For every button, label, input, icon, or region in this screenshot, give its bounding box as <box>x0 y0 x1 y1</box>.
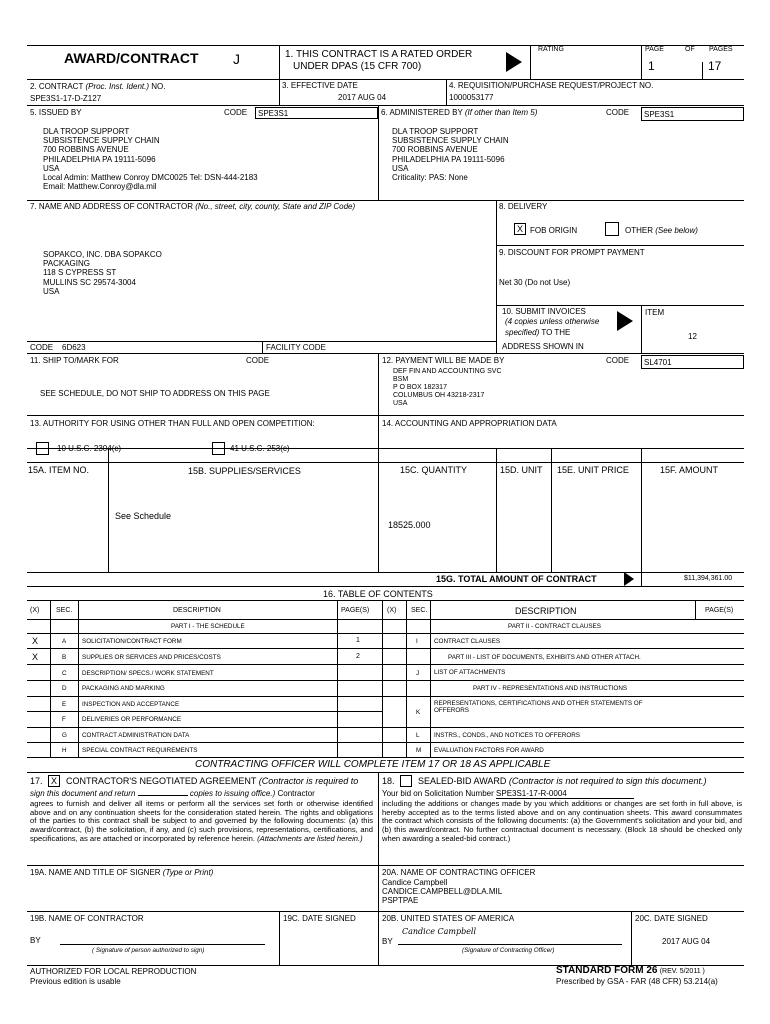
ship-to-value: SEE SCHEDULE, DO NOT SHIP TO ADDRESS ON THIS PAGE <box>40 389 270 398</box>
discount-value: Net 30 (Do not Use) <box>499 278 571 287</box>
authority-41usc-label: 41 U.S.C. 253(c) <box>230 444 290 453</box>
contractor-name-label: 19B. NAME OF CONTRACTOR <box>30 914 144 923</box>
rated-order-line2: UNDER DPAS (15 CFR 700) <box>293 61 422 72</box>
toc-row-desc: LIST OF ATTACHMENTS <box>434 669 506 676</box>
co-by-label: BY <box>382 937 393 946</box>
toc-row-sec: C <box>62 670 67 677</box>
col-unit-price: 15E. UNIT PRICE <box>557 465 629 475</box>
toc-row-desc: INSTRS., CONDS., AND NOTICES TO OFFERORS <box>434 732 581 739</box>
arrow-icon <box>617 311 633 331</box>
toc-part2: PART II - CONTRACT CLAUSES <box>508 623 601 630</box>
toc-row-desc: SPECIAL CONTRACT REQUIREMENTS <box>82 747 198 754</box>
toc-row-sec: E <box>62 701 67 708</box>
block18-num: 18. <box>382 776 395 786</box>
payment-address: DEF FIN AND ACCOUNTING SVC BSM P O BOX 182317 COLUMBUS OH 43218-2317 USA <box>393 368 502 408</box>
block17-line2: sign this document and return copies to issuing office.) Contractor <box>30 789 315 798</box>
toc-row-desc: SUPPLIES OR SERVICES AND PRICES/COSTS <box>82 654 221 661</box>
contractor-signature-caption: ( Signature of person authorized to sign) <box>92 947 205 954</box>
other-label: OTHER (See below) <box>625 226 698 235</box>
contract-no-value: SPE3S1-17-D-Z127 <box>30 94 102 103</box>
effective-date-label: 3. EFFECTIVE DATE <box>282 81 358 90</box>
block18-line2: Your bid on Solicitation Number SPE3S1-17-R-0004 <box>382 789 634 799</box>
toc-row-desc: SOLICITATION/CONTRACT FORM <box>82 638 182 645</box>
contracting-officer-banner: CONTRACTING OFFICER WILL COMPLETE ITEM 17 OR 18 AS APPLICABLE <box>195 759 551 770</box>
contractor-signature-line[interactable] <box>60 944 265 945</box>
contracting-officer-value: Candice Campbell CANDICE.CAMPBELL@DLA.MIL PSPTPAE <box>382 878 503 906</box>
co-signature-caption: (Signature of Contracting Officer) <box>462 947 555 954</box>
footer-authorized: AUTHORIZED FOR LOCAL REPRODUCTION <box>30 967 197 976</box>
invoice-item-label: ITEM <box>645 308 665 317</box>
arrow-icon <box>624 572 634 586</box>
payment-label: 12. PAYMENT WILL BE MADE BY <box>382 356 505 365</box>
col-supplies: 15B. SUPPLIES/SERVICES <box>188 466 301 476</box>
col-amount: 15F. AMOUNT <box>660 465 719 475</box>
administered-by-address: DLA TROOP SUPPORT SUBSISTENCE SUPPLY CHAIN 700 ROBBINS AVENUE PHILADELPHIA PA 19111-5096 USA Criticality: PAS: None <box>392 127 509 182</box>
ship-to-code-label: CODE <box>246 356 270 365</box>
block17-title: CONTRACTOR'S NEGOTIATED AGREEMENT (Contractor is required to <box>66 776 359 786</box>
other-checkbox[interactable] <box>605 222 619 236</box>
toc-h-x-right: (X) <box>387 607 397 614</box>
toc-part3: PART III - LIST OF DOCUMENTS, EXHIBITS AND OTHER ATTACH. <box>448 654 641 661</box>
toc-h-pages: PAGE(S) <box>341 607 370 614</box>
contractor-code: 6D623 <box>62 343 86 352</box>
contractor-date-label: 19C. DATE SIGNED <box>283 914 356 923</box>
toc-row-x: X <box>32 652 39 662</box>
ship-to-label: 11. SHIP TO/MARK FOR <box>30 356 119 365</box>
co-signature-line <box>398 944 622 945</box>
contractor-by-label: BY <box>30 936 41 945</box>
requisition-value: 1000053177 <box>449 93 494 102</box>
contractor-address: SOPAKCO, INC. DBA SOPAKCO PACKAGING 118 S CYPRESS ST MULLINS SC 29574-3004 USA <box>43 250 162 296</box>
negotiated-agreement-checkbox[interactable]: X <box>48 775 60 787</box>
total-pages: 17 <box>708 59 722 73</box>
toc-row-sec: B <box>62 654 67 661</box>
authority-41usc-checkbox[interactable] <box>212 442 225 455</box>
toc-row-sec: D <box>62 685 67 692</box>
co-signature: Candice Campbell <box>402 927 477 936</box>
rated-order-line1: 1. THIS CONTRACT IS A RATED ORDER <box>285 49 473 60</box>
toc-row-sec: A <box>62 638 67 645</box>
sealed-bid-checkbox[interactable] <box>400 775 412 787</box>
facility-code-label: FACILITY CODE <box>266 343 326 352</box>
toc-part4: PART IV - REPRESENTATIONS AND INSTRUCTIONS <box>473 685 628 692</box>
block17-num: 17. <box>30 776 43 786</box>
signer-name-label: 19A. NAME AND TITLE OF SIGNER (Type or Print) <box>30 868 214 877</box>
page-number: 1 <box>648 59 655 73</box>
submit-invoices-line3: specified) TO THE <box>505 328 571 337</box>
toc-row-desc: PACKAGING AND MARKING <box>82 685 165 692</box>
contracting-officer-label: 20A. NAME OF CONTRACTING OFFICER <box>382 868 536 877</box>
submit-invoices-line1: 10. SUBMIT INVOICES <box>502 307 586 316</box>
toc-h-x: (X) <box>30 607 40 614</box>
footer-prescribed: Prescribed by GSA - FAR (48 CFR) 53.214(a) <box>556 977 718 986</box>
toc-h-pages-right: PAGE(S) <box>705 607 734 614</box>
footer-form-id: STANDARD FORM 26 (REV. 5/2011 ) <box>556 965 705 976</box>
toc-row-sec: M <box>416 747 422 754</box>
total-label: 15G. TOTAL AMOUNT OF CONTRACT <box>436 574 597 584</box>
toc-row-x: X <box>32 636 39 646</box>
toc-h-desc: DESCRIPTION <box>173 607 221 614</box>
contractor-code-label: CODE <box>30 343 54 352</box>
administered-by-code: SPE3S1 <box>644 110 675 119</box>
col-unit: 15D. UNIT <box>500 465 543 475</box>
invoice-item-value: 12 <box>688 332 697 341</box>
contractor-label: 7. NAME AND ADDRESS OF CONTRACTOR (No., street, city, county, State and ZIP Code) <box>30 202 356 211</box>
toc-row-desc: CONTRACT CLAUSES <box>434 638 501 645</box>
pages-label: PAGES <box>709 46 733 53</box>
delivery-label: 8. DELIVERY <box>499 202 548 211</box>
supplies-value: See Schedule <box>115 511 172 521</box>
col-quantity: 15C. QUANTITY <box>400 465 468 475</box>
toc-row-sec: F <box>62 716 66 723</box>
form-title: AWARD/CONTRACT <box>64 50 199 66</box>
toc-h-desc-right: DESCRIPTION <box>515 606 577 616</box>
accounting-label: 14. ACCOUNTING AND APPROPRIATION DATA <box>382 419 557 428</box>
toc-row-desc: CONTRACT ADMINISTRATION DATA <box>82 732 190 739</box>
payment-code-label: CODE <box>606 356 630 365</box>
toc-row-sec: K <box>416 709 421 716</box>
toc-row-desc: REPRESENTATIONS, CERTIFICATIONS AND OTHER STATEMENTS OF OFFERORS <box>434 700 643 715</box>
issued-by-code-label: CODE <box>224 108 248 117</box>
toc-row-desc: EVALUATION FACTORS FOR AWARD <box>434 747 544 754</box>
rating-label: RATING <box>538 46 564 53</box>
usa-label: 20B. UNITED STATES OF AMERICA <box>382 914 515 923</box>
footer-previous-edition: Previous edition is usable <box>30 977 121 986</box>
toc-row-desc: INSPECTION AND ACCEPTANCE <box>82 701 180 708</box>
toc-row-sec: I <box>416 638 418 645</box>
administered-by-label: 6. ADMINISTERED BY (If other than Item 5) <box>381 108 538 117</box>
authority-label: 13. AUTHORITY FOR USING OTHER THAN FULL AND OPEN COMPETITION: <box>30 419 315 428</box>
submit-invoices-line2: (4 copies unless otherwise <box>505 317 600 326</box>
toc-row-pages: 1 <box>356 637 360 644</box>
fob-origin-label: FOB ORIGIN <box>530 226 578 235</box>
toc-row-sec: L <box>416 732 420 739</box>
fob-origin-checkbox[interactable]: X <box>514 223 526 235</box>
toc-row-sec: J <box>416 670 420 677</box>
col-item-no: 15A. ITEM NO. <box>28 465 90 475</box>
toc-row-desc: DELIVERIES OR PERFORMANCE <box>82 716 182 723</box>
authority-10usc-label: 10 U.S.C. 2304(c) <box>57 444 122 453</box>
toc-title: 16. TABLE OF CONTENTS <box>323 589 433 599</box>
submit-invoices-line4: ADDRESS SHOWN IN <box>502 342 584 351</box>
co-date-label: 20C. DATE SIGNED <box>635 914 708 923</box>
block18-title: SEALED-BID AWARD (Contractor is not required to sign this document.) <box>418 776 707 786</box>
issued-by-code: SPE3S1 <box>258 109 289 118</box>
contract-no-label: 2. CONTRACT (Proc. Inst. Ident.) NO. <box>30 82 166 91</box>
toc-row-sec: G <box>62 732 67 739</box>
toc-row-pages: 2 <box>356 653 360 660</box>
issued-by-address: DLA TROOP SUPPORT SUBSISTENCE SUPPLY CHAIN 700 ROBBINS AVENUE PHILADELPHIA PA 19111-5096 USA Local Admin: Matthew Conroy DMC0025 Tel: DSN-444-2183 Email: Matthew.Conroy@dla.mil <box>43 127 258 192</box>
toc-row-sec: H <box>62 747 67 754</box>
toc-part1: PART I - THE SCHEDULE <box>171 623 245 630</box>
effective-date-value: 2017 AUG 04 <box>338 93 387 102</box>
block17-body: agrees to furnish and deliver all items or perform all the services set forth or otherwise identified above and on any continuation sheets for the consideration stated herein. The rights and obligations of the parties to this contract shall be subject to and governed by the following documents: (a) this award/contract, (b) the solicitation, if any, and (c) such provisions, representations, certifications, and specifications, as are attached or incorporated by reference herein. (Attachments are listed herein.) <box>30 799 373 843</box>
co-date-value: 2017 AUG 04 <box>662 937 711 946</box>
form-title-code: J <box>233 51 240 67</box>
authority-10usc-checkbox[interactable] <box>36 442 49 455</box>
quantity-value: 18525.000 <box>388 520 431 530</box>
discount-label: 9. DISCOUNT FOR PROMPT PAYMENT <box>499 248 645 257</box>
payment-code: SL4701 <box>644 358 672 367</box>
administered-by-code-label: CODE <box>606 108 630 117</box>
arrow-icon <box>506 52 522 72</box>
total-value: $11,394,361.00 <box>684 575 733 582</box>
block18-body: including the additions or changes made by you which additions or changes are set forth in full above, is hereby accepted as to the terms listed above and on any continuation sheets. This award consummates the contract which consists of the following documents: (a) the Government's solicitation and your bid, and (b) this award/contract. No further contractual document is necessary. (Block 18 should be checked only when awarding a sealed-bid contract.) <box>382 799 742 843</box>
issued-by-label: 5. ISSUED BY <box>30 108 82 117</box>
toc-row-desc: DESCRIPTION/ SPECS./ WORK STATEMENT <box>82 670 214 677</box>
requisition-label: 4. REQUISITION/PURCHASE REQUEST/PROJECT NO. <box>449 81 654 90</box>
toc-h-sec: SEC. <box>56 607 73 614</box>
of-label: OF <box>685 46 695 53</box>
page-label: PAGE <box>645 46 664 53</box>
toc-h-sec-right: SEC. <box>411 607 428 614</box>
